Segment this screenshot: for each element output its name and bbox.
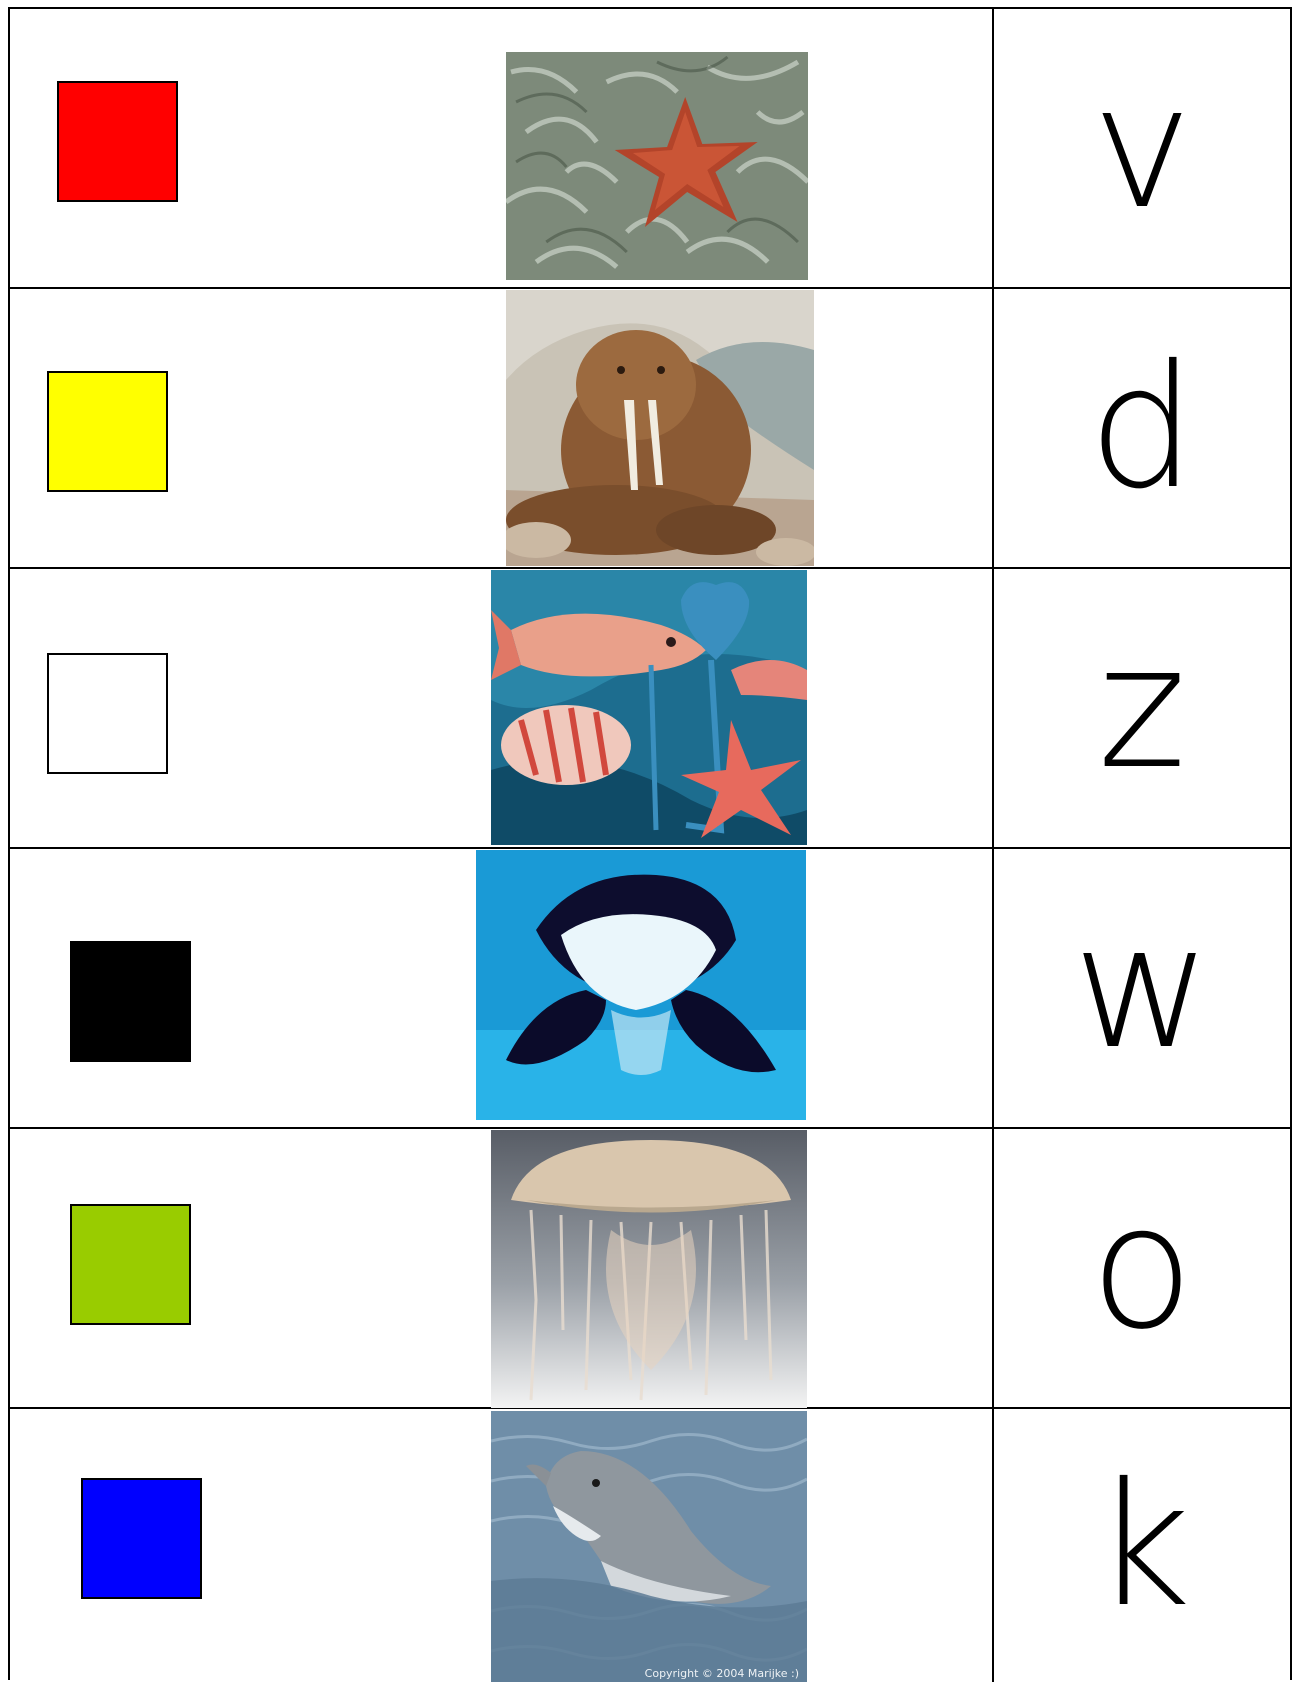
color-swatch-blue: [81, 1478, 202, 1599]
color-swatch-red: [57, 81, 178, 202]
jellyfish-photo: [491, 1130, 807, 1408]
walrus-photo: [506, 290, 814, 566]
starfish-photo: [506, 52, 808, 280]
color-swatch-yellow: [47, 371, 168, 492]
color-swatch-green: [70, 1204, 191, 1325]
fish-starfish-painting: [491, 570, 807, 845]
table-row: [10, 9, 1290, 289]
dolphin-photo: [491, 1411, 807, 1682]
table-row: [10, 1129, 1290, 1409]
table-row: [10, 569, 1290, 849]
letter-label: k: [1092, 1446, 1192, 1645]
letter-label: z: [1097, 609, 1187, 807]
color-swatch-black: [70, 941, 191, 1062]
color-swatch-white: [47, 653, 168, 774]
table-row: [10, 289, 1290, 569]
letter-label: w: [1072, 889, 1212, 1087]
copyright-notice: Copyright © 2004 Marijke :): [644, 1667, 799, 1680]
orca-photo: [476, 850, 806, 1120]
table-row: [10, 1409, 1290, 1682]
table-row: [10, 849, 1290, 1129]
letter-label: d: [1088, 329, 1196, 527]
letter-label: v: [1091, 49, 1193, 247]
worksheet-table: [8, 7, 1292, 1680]
letter-label: o: [1089, 1169, 1194, 1367]
